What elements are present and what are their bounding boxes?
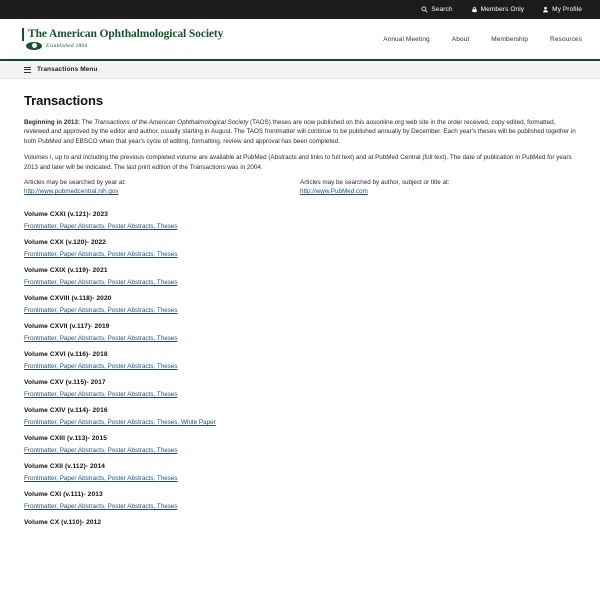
my-profile-label: My Profile [552,6,582,13]
search-by-year-label: Articles may be searched by year at: [24,179,126,187]
intro-text-a: The [79,119,95,126]
volume-entry [24,407,576,426]
volume-links-text[interactable]: Frontmatter, Paper Abstracts, Poster Abstracts, Theses [24,475,178,483]
volume-title: Volume CX (v.110)- 2012 [24,519,102,527]
volume-entry [24,463,576,482]
volume-title: Volume CXI (v.111)- 2013 [24,491,103,499]
transactions-menu-label: Transactions Menu [37,66,98,73]
main-content [0,79,600,555]
volume-title: Volume CXXI (v.121)- 2023 [24,211,108,219]
nav-item-membership[interactable]: Membership [491,35,529,43]
volume-links [24,363,576,370]
volume-links-text[interactable]: Frontmatter, Paper Abstracts, Poster Abstracts, Theses [24,223,178,231]
volume-entry [24,211,576,230]
user-icon [542,6,549,13]
intro-paragraph-1 [24,118,576,146]
volume-links-text[interactable]: Frontmatter, Paper Abstracts, Poster Abstracts, Theses [24,363,178,371]
pubmed-link[interactable]: http://www.PubMed.com [300,188,368,196]
volume-links-text[interactable]: Frontmatter, Paper Abstracts, Poster Abstracts, Theses [24,447,178,455]
lock-icon [471,6,478,13]
volume-links [24,335,576,342]
volume-title: Volume CXIV (v.114)- 2016 [24,407,108,415]
volume-links [24,419,576,426]
intro-italic-title: Transactions of the American Ophthalmological Society [94,119,249,126]
volume-links [24,307,576,314]
members-only-link[interactable] [471,6,524,13]
search-icon [421,6,428,13]
volume-title: Volume CXX (v.120)- 2022 [24,239,107,247]
hamburger-icon [24,67,31,73]
volume-title: Volume CXIX (v.119)- 2021 [24,267,108,275]
volume-entry [24,351,576,370]
search-by-year-block [24,179,300,195]
utility-bar [0,0,600,19]
volume-links [24,447,576,454]
volume-links-text[interactable]: Frontmatter, Paper Abstracts, Poster Abstracts, Theses [24,307,178,315]
search-by-author-block [300,179,576,195]
search-links-row [24,179,576,195]
brand-title: The American Ophthalmological Society [22,28,223,40]
nav-item-about[interactable]: About [451,35,470,43]
brand-subline [22,42,223,50]
search-by-author-label: Articles may be searched by author, subject or title at: [300,179,450,187]
main-nav [383,36,582,43]
search-label: Search [431,6,453,13]
page-title: Transactions [24,93,103,108]
volume-title: Volume CXII (v.112)- 2014 [24,463,106,471]
volume-title: Volume CXVIII (v.118)- 2020 [24,295,112,303]
volume-links [24,223,576,230]
brand-established: Established 1864 [46,42,88,49]
members-only-label: Members Only [480,6,525,13]
volume-links-text[interactable]: Frontmatter, Paper Abstracts, Poster Abstracts, Theses [24,335,178,343]
nav-item-resources[interactable]: Resources [550,35,582,43]
volume-title: Volume CXV (v.115)- 2017 [24,379,106,387]
volume-entry [24,323,576,342]
nav-item-annual-meeting[interactable]: Annual Meeting [383,35,430,43]
volume-links-text[interactable]: Frontmatter, Paper Abstracts, Poster Abstracts, Theses [24,251,178,259]
volume-links [24,279,576,286]
volume-entry [24,267,576,286]
site-header [0,19,600,61]
volume-links [24,251,576,258]
intro-paragraph-2: Volumes I, up to and including the previous completed volume are available at PubMed (Abstracts and links to full text) and at PubMed Central (full text). The date of publication in PubMed for years 2013 and later will be indicated. The last print edition of the Transactions was in 2004. [24,154,572,171]
pubmed-central-link[interactable]: http://www.pubmedcentral.nih.gov [24,188,119,196]
search-link[interactable] [421,6,452,13]
my-profile-link[interactable] [542,6,582,13]
site-logo[interactable] [22,28,223,49]
volume-entry [24,379,576,398]
volume-title: Volume CXVI (v.116)- 2018 [24,351,108,359]
volume-title: Volume CXVII (v.117)- 2019 [24,323,110,331]
volume-entry [24,239,576,258]
volume-links-text[interactable]: Frontmatter, Paper Abstracts, Poster Abstracts, Theses [24,279,178,287]
volume-links-text[interactable]: Frontmatter, Paper Abstracts, Poster Abstracts, Theses [24,503,178,511]
volume-links [24,391,576,398]
transactions-menu-toggle[interactable] [0,61,600,79]
intro-lead: Beginning in 2013: [24,119,80,126]
volume-entry [24,491,576,510]
volume-links [24,475,576,482]
volume-links [24,503,576,510]
volume-title: Volume CXIII (v.113)- 2015 [24,435,107,443]
volume-links-text[interactable]: Frontmatter, Paper Abstracts, Poster Abstracts, Theses [24,391,178,399]
eye-icon [26,42,42,50]
volume-entry [24,435,576,454]
volume-entry [24,519,576,526]
volume-entry [24,295,576,314]
intro-text-b: (TAOS) theses are now published on this aosonline.org web site in the order received, copy edited, formatted, reviewed and approved by the editor and author, usually starting in August. The TAOS frontmatter will continue to be published annually by December. Each year's theses will be published together in both PubMed and EBSCO when that year's cycle of editing, formatting, review and approval has been completed. [24,119,576,145]
volume-links-text[interactable]: Frontmatter, Paper Abstracts, Poster Abstracts, Theses, White Paper [24,419,216,427]
